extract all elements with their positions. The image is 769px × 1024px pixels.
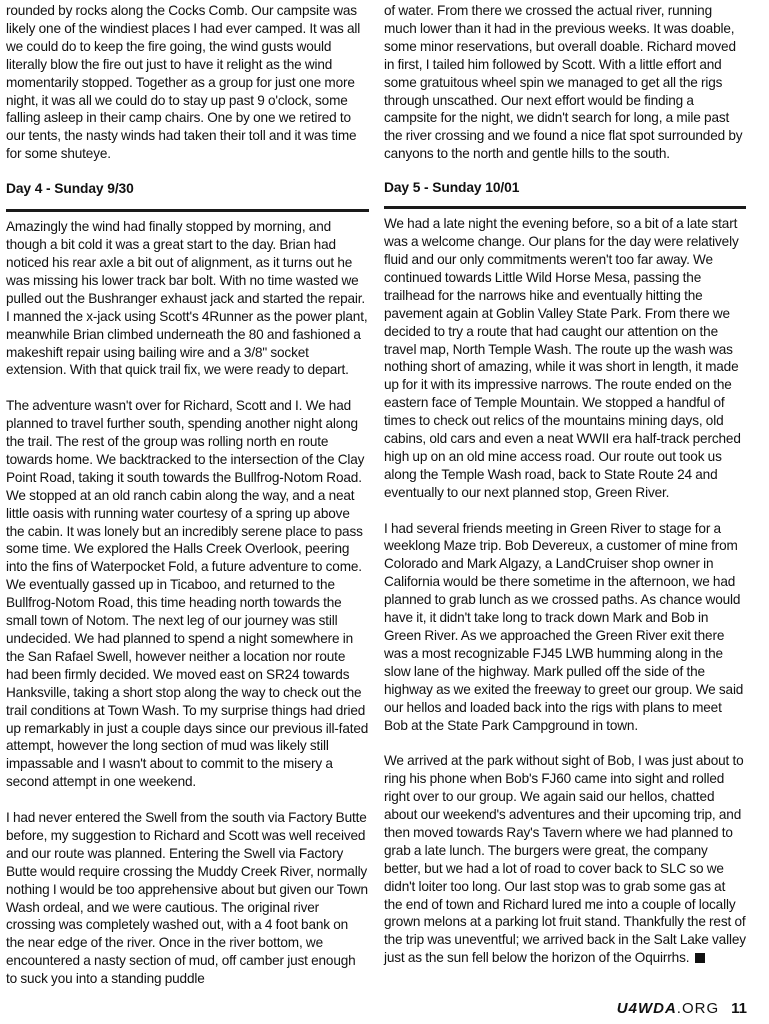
day5-paragraph: I had several friends meeting in Green River to stage for a weeklong Maze trip. Bob Devereux, a customer of mine from Colorado and Mark Algazy, a LandCruiser shop owner in California would be there sometime in the afternoon, we had planned to grab lunch as we crossed paths. As chance would have it, it didn't take long to track down Mark and Bob in Green River. As we approached the Green River exit there was a most recognizable FJ45 LWB humming along in the slow lane of the highway. Mark pulled off the side of the highway as we exited the freeway to greet our group. We said our hellos and loaded back into the rigs with plans to meet Bob at the State Park Campground in town. — [384, 520, 744, 733]
left-column — [6, 2, 369, 988]
day5-final-paragraph — [384, 752, 746, 967]
day5-final-paragraph-text: We arrived at the park without sight of Bob, I was just about to ring his phone when Bob's FJ60 came into sight and rolled right over to our group. We again said our hellos, chatted about our weekend's adventures and their upcoming trip, and then moved towards Ray's Tavern where we had planned to grab a late lunch. The burgers were great, the company better, but we had a lot of road to cover back to SLC so we didn't loiter too long. Our last stop was to grab some gas at the end of town and Richard lured me into a couple of locally grown melons at a parking lot fruit stand. Thankfully the rest of the trip was uneventful; we arrived back in the Salt Lake valley just as the sun fell below the horizon of the Oquirrhs. — [384, 753, 746, 966]
day5-heading-block — [384, 179, 746, 209]
end-of-article-icon — [695, 953, 705, 963]
day4-heading-block — [6, 180, 369, 212]
section-divider — [6, 209, 369, 212]
page-number: 11 — [731, 1000, 747, 1017]
footer-site-tld: .ORG — [676, 1000, 720, 1017]
day4-paragraph: The adventure wasn't over for Richard, Scott and I. We had planned to travel further south, spending another night along the trail. The rest of the group was rolling north en route towards home. We backtracked to the intersection of the Clay Point Road, taking it south towards the Bullfrog-Notom Road. We stopped at an old ranch cabin along the way, and a neat little oasis with running water courtesy of a spring up above the cabin. It was lonely but an incredibly serene place to pass some time. We explored the Halls Creek Overlook, peering into the fins of Waterpocket Fold, a future adventure to come. We eventually gassed up in Ticaboo, and returned to the Bullfrog-Notom Road, this time heading north towards the small town of Notom. The next leg of our journey was still undecided. We had planned to spend a night somewhere in the San Rafael Swell, however neither a location nor route had been firmly decided. We moved east on SR24 towards Hanksville, taking a short stop along the way to check out the trail conditions at Town Wash. To my surprise things had dried up remarkably in just a couple days since our previous ill-fated attempt, however the long section of mud was likely still impassable and I wasn't about to commit to the misery a second attempt in one weekend. — [6, 398, 369, 790]
day5-paragraph: We had a late night the evening before, so a bit of a late start was a welcome change. Our plans for the day were relatively fluid and our only commitments weren't too far away. We continued towards Little Wild Horse Mesa, passing the trailhead for the narrows hike and eventually hitting the pavement again at Goblin Valley State Park. From there we decided to try a route that had caught our attention on the travel map, North Temple Wash. The route up the wash was nothing short of amazing, while it was short in length, it made up for it with its impressive narrows. The route ended on the eastern face of Temple Mountain. We stopped a handful of times to check out relics of the mountains mining days, old cabins, old cars and even a neat WWII era half-track perched high up on an old mine access road. Our route out took us along the Temple Wash road, back to State Route 24 and eventually to our next planned stop, Green River. — [384, 216, 741, 500]
footer-site-name: U4WDA — [616, 1000, 677, 1017]
day4-paragraph: I had never entered the Swell from the south via Factory Butte before, my suggestion to Richard and Scott was well received and our route was planned. Entering the Swell via Factory Butte would require crossing the Muddy Creek River, normally nothing I would be too apprehensive about but given our Town Wash ordeal, and we were cautious. The original river crossing was completely washed out, with a 4 foot bank on the near edge of the river. Once in the river bottom, we encountered a nasty section of mud, off camber just enough to suck you into a standing puddle — [6, 810, 368, 987]
page-footer — [617, 1000, 747, 1018]
intro-paragraph-left: rounded by rocks along the Cocks Comb. Our campsite was likely one of the windiest places I had ever camped. It was all we could do to keep the fire going, the wind gusts would literally blow the fire out just to have it relight as the wind momentarily stopped. Together as a group for just one more night, it was all we could do to stay up past 9 o'clock, some falling asleep in their camp chairs. One by one we retired to our tents, the nasty winds had taken their toll and it was time for some shuteye. — [6, 3, 361, 162]
right-column — [384, 2, 746, 967]
day4-heading: Day 4 - Sunday 9/30 — [6, 181, 134, 197]
intro-paragraph-right: of water. From there we crossed the actual river, running much lower than it had in the previous weeks. It was doable, some minor reservations, but overall doable. Richard moved in first, I tailed him followed by Scott. With a little effort and some gratuitous wheel spin we managed to get all the rigs through unscathed. Our next effort would be finding a campsite for the night, we didn't search for long, a mile past the river crossing and we found a nice flat spot surrounded by canyons to the north and gentle hills to the south. — [384, 3, 743, 162]
section-divider — [384, 206, 746, 209]
day5-heading: Day 5 - Sunday 10/01 — [384, 180, 520, 196]
day4-paragraph: Amazingly the wind had finally stopped by morning, and though a bit cold it was a great start to the day. Brian had noticed his rear axle a bit out of alignment, as it turns out he was missing his lower track bar bolt. With no time wasted we pulled out the Bushranger exhaust jack and started the repair. I manned the x-jack using Scott's 4Runner as the power plant, meanwhile Brian climbed underneath the 80 and fashioned a makeshift repair using bailing wire and a 3/8" socket extension. With that quick trail fix, we were ready to depart. — [6, 219, 368, 378]
